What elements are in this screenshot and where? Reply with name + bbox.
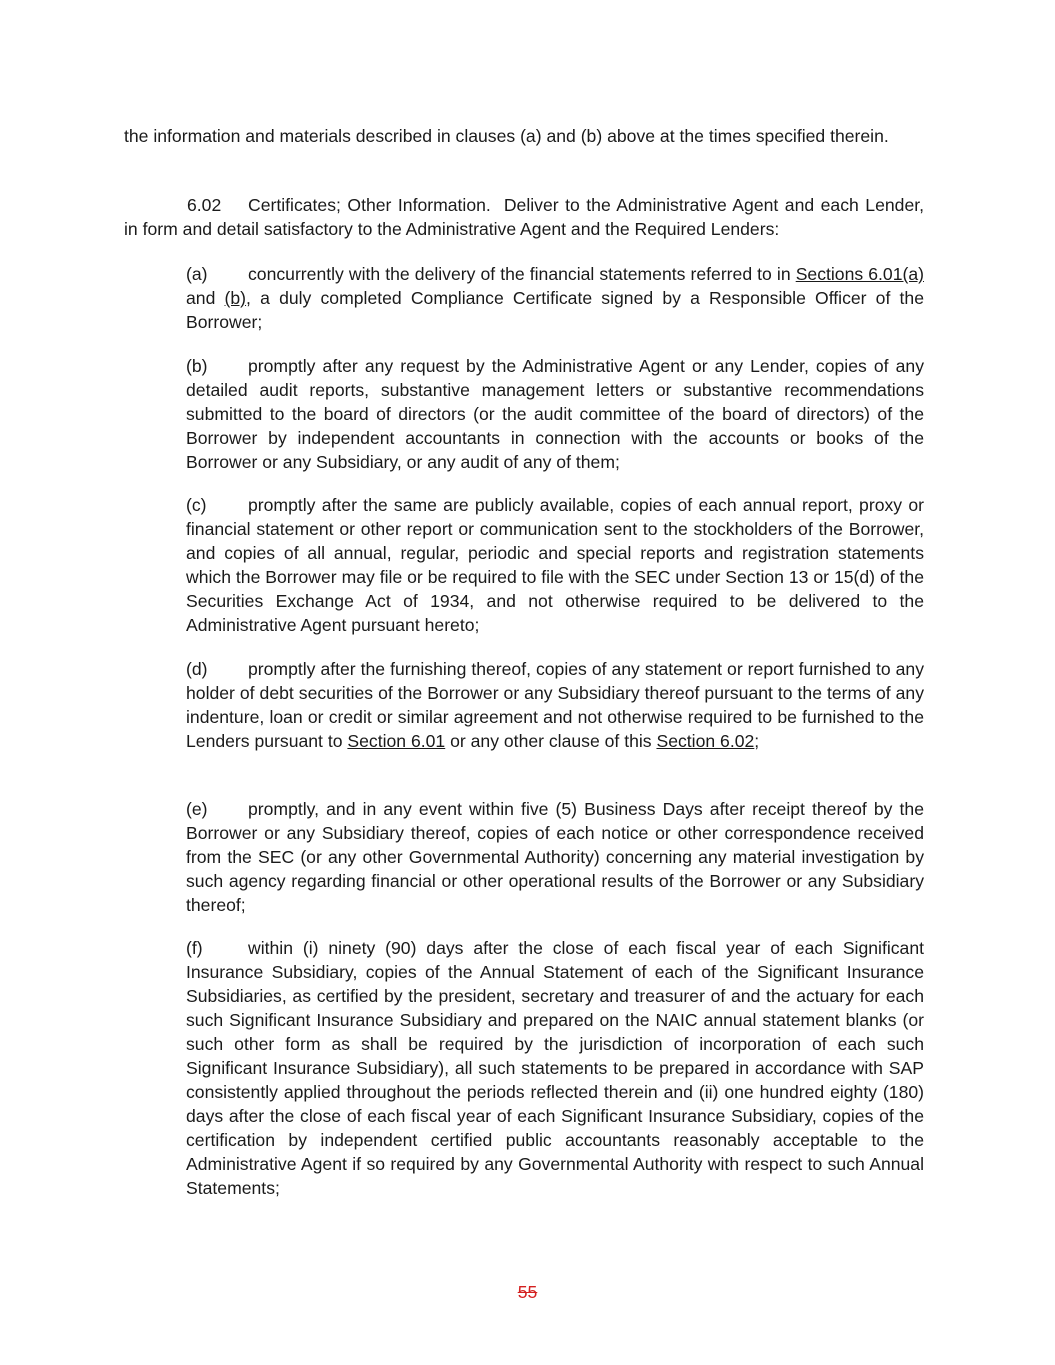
continuation-text: the information and materials described in clauses (a) and (b) above at the times specified therein. — [124, 126, 889, 146]
cross-reference-link[interactable]: Sections 6.01(a) — [795, 264, 924, 284]
clause-text: promptly, and in any event within five (5) Business Days after receipt thereof by the Borrower or any Subsidiary thereof, copies of each notice or other correspondence received from the SEC (or any other Governmental Authority) concerning any material investigation by such agency regarding financial or other operational results of the Borrower or any Subsidiary thereof; — [186, 799, 924, 915]
section-intro: Deliver to the Administrative Agent and each Lender, in form and detail satisfactory to the Administrative Agent and the Required Lenders: — [124, 195, 925, 239]
clause-d: (d) promptly after the furnishing thereof, copies of any statement or report furnished to any holder of debt securities of the Borrower or any Subsidiary thereof pursuant to the terms of any indenture, loan or credit or similar agreement and not otherwise required to be furnished to the Lenders pursuant to Section 6.01 or any other clause of this Section 6.02; — [186, 657, 924, 753]
continuation-paragraph — [124, 124, 924, 148]
clause-label: (a) — [186, 264, 208, 284]
clause-text: concurrently with the delivery of the financial statements referred to in — [248, 264, 791, 284]
clause-label: (b) — [186, 356, 208, 376]
clause-label: (e) — [186, 799, 208, 819]
cross-reference-link[interactable]: (b) — [224, 288, 247, 308]
page-number: 55 — [517, 1282, 538, 1302]
clause-label: (f) — [186, 938, 203, 958]
section-6-02-paragraph — [124, 193, 924, 241]
clause-c — [186, 493, 924, 637]
clause-text: promptly after the same are publicly available, copies of each annual report, proxy or financial statement or other report or communication sent to the stockholders of the Borrower, and copies of all annual, regular, periodic and special reports and registration statements which the Borrower may file or be required to file with the SEC under Section 13 or 15(d) of the Securities Exchange Act of 1934, and not otherwise required to be delivered to the Administrative Agent pursuant hereto; — [186, 495, 924, 635]
clause-label: (c) — [186, 495, 207, 515]
section-title: Certificates; Other Information. — [248, 195, 491, 215]
clause-f — [186, 936, 924, 1200]
cross-reference-link[interactable]: Section 6.02 — [656, 731, 755, 751]
clause-label: (d) — [186, 659, 208, 679]
clause-b — [186, 354, 924, 474]
clause-text: promptly after the furnishing thereof, copies of any statement or report furnished to any holder of debt securities of the Borrower or any Subsidiary thereof pursuant to the terms of any indenture, loan or credit or similar agreement and not otherwise required to be furnished to the Lenders pursuant to — [186, 659, 924, 751]
cross-reference-link[interactable]: Section 6.01 — [347, 731, 446, 751]
clause-e — [186, 797, 924, 917]
clause-text: promptly after any request by the Administrative Agent or any Lender, copies of any detailed audit reports, substantive management letters or substantive recommendations submitted to the board of directors (or the audit committee of the board of directors) of the Borrower by independent accountants in connection with the accounts or books of the Borrower or any Subsidiary, or any audit of any of them; — [186, 356, 924, 472]
clause-a: (a) concurrently with the delivery of the financial statements referred to in Sections 6.01(a) and (b), a duly completed Compliance Certificate signed by a Responsible Officer of the Borrower; — [186, 262, 924, 334]
clause-text: within (i) ninety (90) days after the close of each fiscal year of each Significant Insurance Subsidiary, copies of the Annual Statement of each of the Significant Insurance Subsidiaries, as certified by the president, secretary and treasurer of and the actuary for each such Significant Insurance Subsidiary and prepared on the NAIC annual statement blanks (or such other form as shall be required by the jurisdiction of incorporation of each such Significant Insurance Subsidiary), all such statements to be prepared in accordance with SAP consistently applied throughout the periods reflected therein and (ii) one hundred eighty (180) days after the close of each fiscal year of each Significant Insurance Subsidiary, copies of the certification by independent certified public accountants reasonably acceptable to the Administrative Agent if so required by any Governmental Authority with respect to such Annual Statements; — [186, 938, 924, 1198]
section-number: 6.02 — [187, 195, 222, 215]
